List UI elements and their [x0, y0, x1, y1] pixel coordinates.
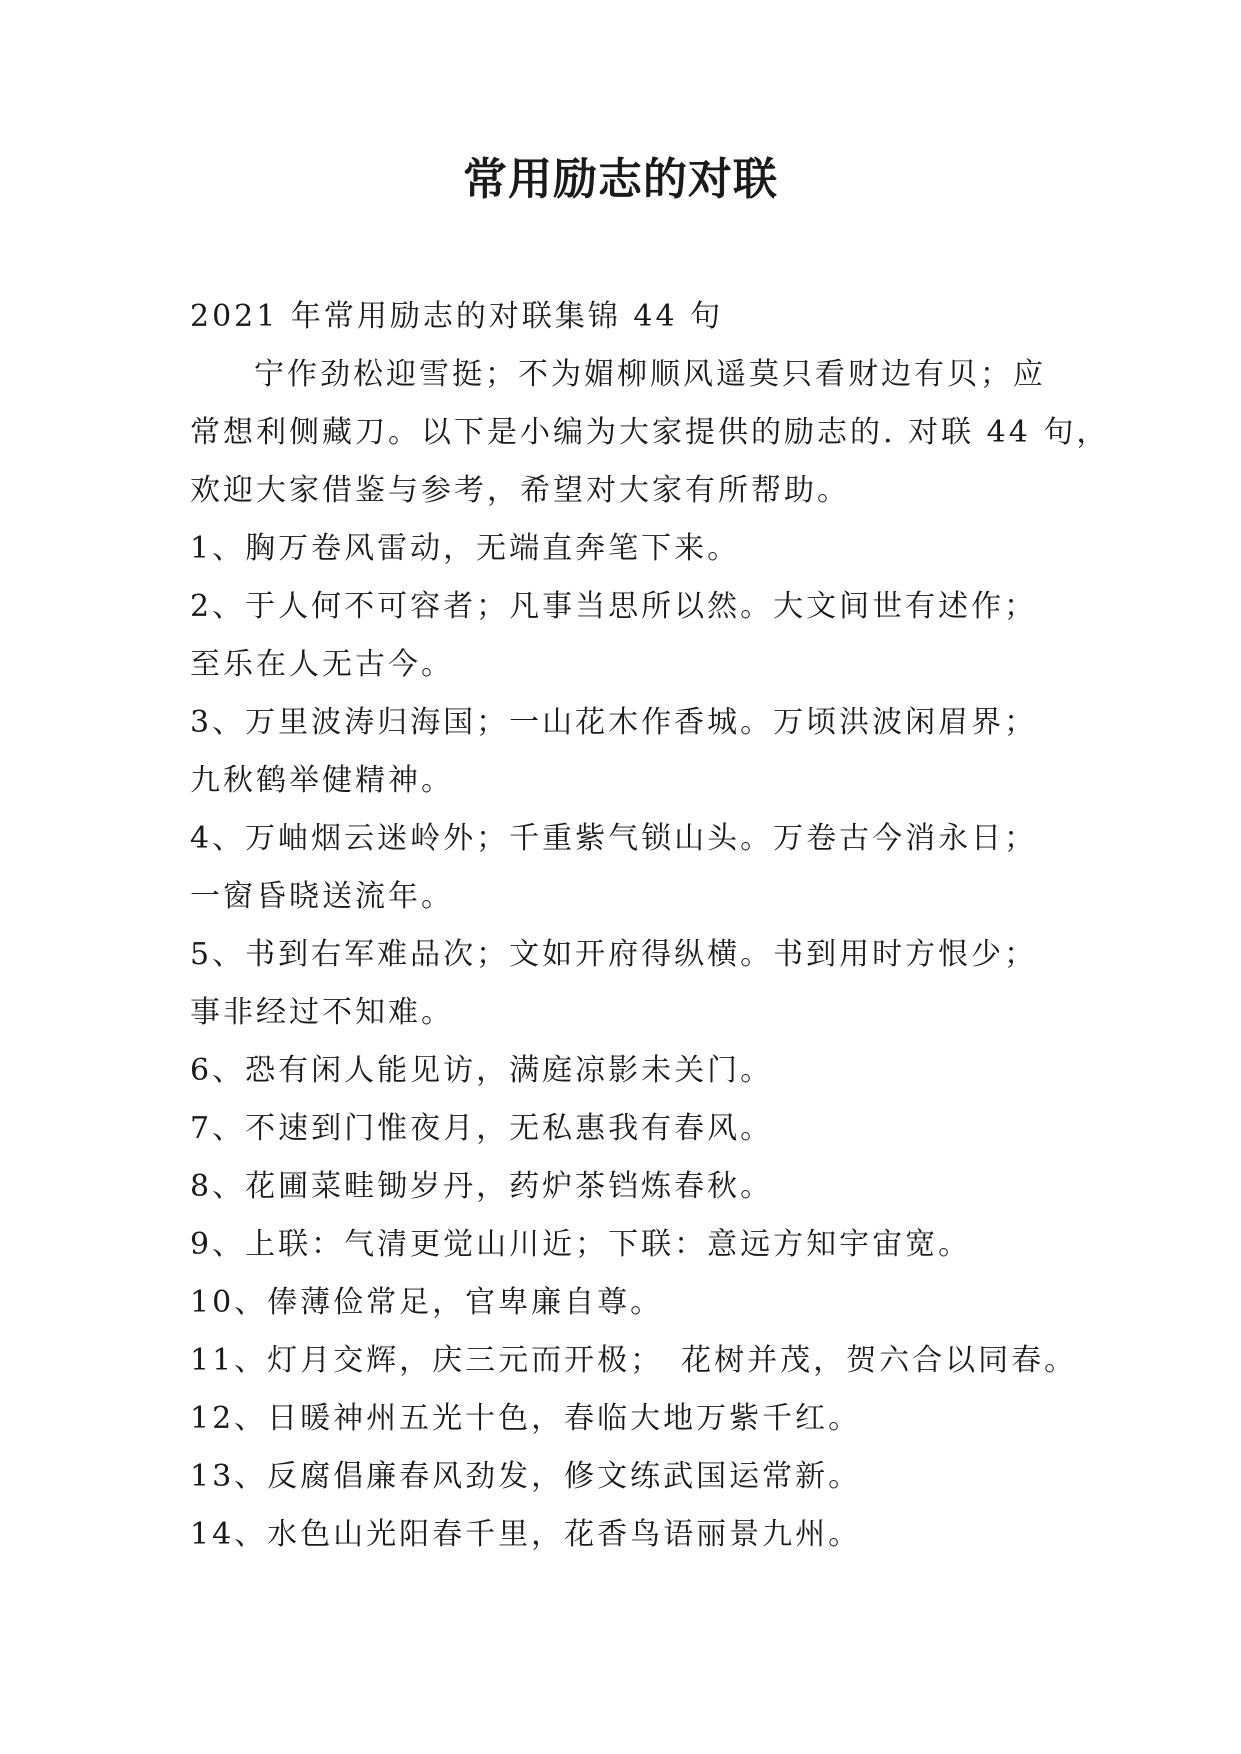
couplet-line: 3、万里波涛归海国；一山花木作香城。万顷洪波闲眉界； [190, 705, 1038, 740]
couplet-line: 7、不速到门惟夜月，无私惠我有春风。 [190, 1111, 774, 1146]
intro-line: 宁作劲松迎雪挺；不为媚柳顺风遥莫只看财边有贝；应 [254, 357, 1046, 392]
couplet-line: 11、灯月交辉，庆三元而开极； 花树并茂，贺六合以同春。 [190, 1343, 1078, 1378]
couplet-line: 4、万岫烟云迷岭外；千重紫气锁山头。万卷古今消永日； [190, 821, 1038, 856]
couplet-line: 9、上联：气清更觉山川近；下联：意远方知宇宙宽。 [190, 1227, 972, 1262]
couplet-line: 5、书到右军难品次；文如开府得纵横。书到用时方恨少； [190, 937, 1038, 972]
couplet-line: 一窗昏晓送流年。 [190, 879, 454, 914]
couplet-line: 10、俸薄俭常足，官卑廉自尊。 [190, 1285, 664, 1320]
couplet-line: 14、水色山光阳春千里，花香鸟语丽景九州。 [190, 1517, 862, 1552]
couplet-line: 2、于人何不可容者；凡事当思所以然。大文间世有述作； [190, 589, 1038, 624]
couplet-line: 事非经过不知难。 [190, 995, 454, 1030]
couplet-line: 8、花圃菜畦锄岁丹，药炉茶铛炼春秋。 [190, 1169, 774, 1204]
document-body [190, 288, 1110, 1564]
couplet-line: 13、反腐倡廉春风劲发，修文练武国运常新。 [190, 1459, 862, 1494]
couplet-line: 12、日暖神州五光十色，春临大地万紫千红。 [190, 1401, 862, 1436]
couplet-line: 至乐在人无古今。 [190, 647, 454, 682]
couplet-line: 1、胸万卷风雷动，无端直奔笔下来。 [190, 531, 741, 566]
intro-line: 欢迎大家借鉴与参考，希望对大家有所帮助。 [190, 473, 850, 508]
document-title: 常用励志的对联 [463, 154, 778, 205]
intro-line: 常想利侧藏刀。以下是小编为大家提供的励志的. 对联 44 句， [190, 415, 1110, 450]
couplet-line: 九秋鹤举健精神。 [190, 763, 454, 798]
couplet-line: 6、恐有闲人能见访，满庭凉影未关门。 [190, 1053, 774, 1088]
subtitle-line: 2021 年常用励志的对联集锦 44 句 [190, 299, 724, 334]
